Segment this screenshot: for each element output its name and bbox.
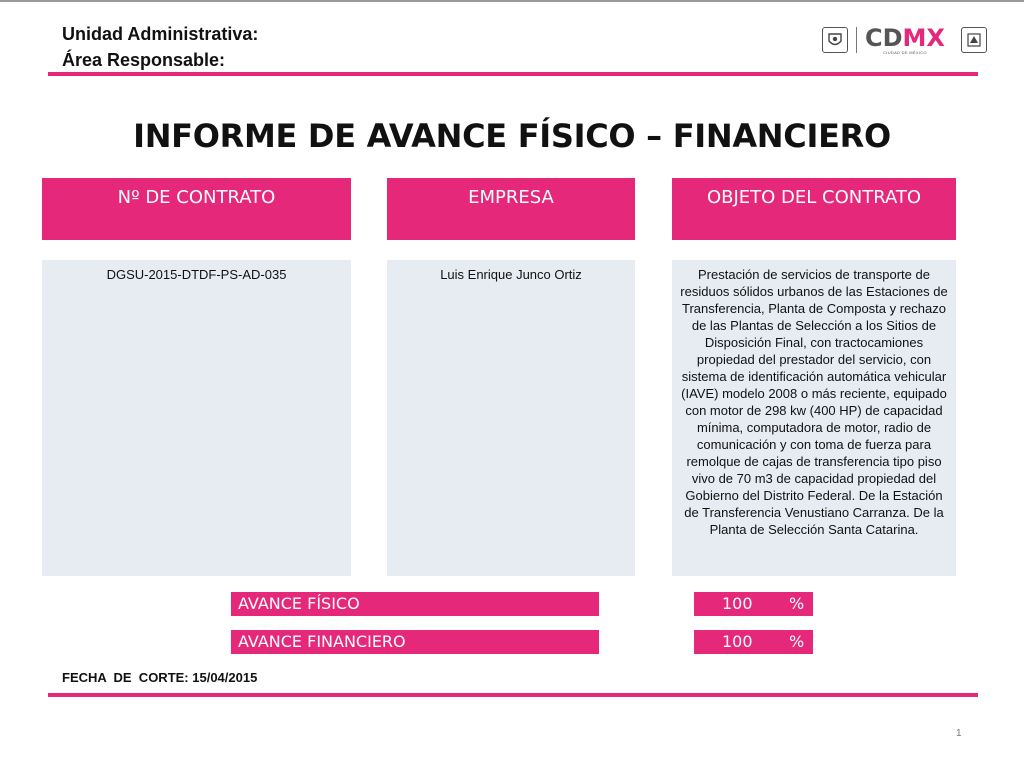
financial-progress-value xyxy=(694,630,813,654)
physical-progress-unit: % xyxy=(789,594,805,613)
coat-of-arms-icon xyxy=(822,27,848,53)
financial-progress-number: 100 xyxy=(722,632,753,651)
company-heading: EMPRESA xyxy=(387,178,635,240)
contract-number-value: DGSU-2015-DTDF-PS-AD-035 xyxy=(42,260,351,576)
cdmx-logo-mx: MX xyxy=(902,23,945,52)
physical-progress-number: 100 xyxy=(722,594,753,613)
page-number: 1 xyxy=(956,728,962,739)
agency-seal-icon xyxy=(961,27,987,53)
cut-date: FECHA DE CORTE: 15/04/2015 xyxy=(62,670,258,685)
logo-divider xyxy=(856,27,857,53)
header-divider xyxy=(48,72,978,76)
company-value: Luis Enrique Junco Ortiz xyxy=(387,260,635,576)
report-title: INFORME DE AVANCE FÍSICO – FINANCIERO xyxy=(133,117,891,155)
financial-progress-label: AVANCE FINANCIERO xyxy=(231,630,599,654)
financial-progress-unit: % xyxy=(789,632,805,651)
unidad-administrativa-label: Unidad Administrativa: xyxy=(62,24,259,44)
top-border xyxy=(0,0,1024,2)
contract-object-value: Prestación de servicios de transporte de residuos sólidos urbanos de las Estaciones de Transferencia, Planta de Composta y rechazo de las Plantas de Selección a los Sitios de Disposición Final, con tractocamiones propiedad del prestador del servicio, con sistema de identificación automática vehicular (IAVE) modelo 2008 o más reciente, equipado con motor de 298 kw (400 HP) de capacidad mínima, computadora de motor, radio de comunicación y con toma de fuerza para remolque de cajas de transferencia tipo piso vivo de 70 m3 de capacidad propiedad del Gobierno del Distrito Federal. De la Estación de Transferencia Venustiano Carranza. De la Planta de Selección Santa Catarina. xyxy=(672,260,956,576)
area-responsable-label: Área Responsable: xyxy=(62,50,226,70)
physical-progress-label: AVANCE FÍSICO xyxy=(231,592,599,616)
contract-object-heading: OBJETO DEL CONTRATO xyxy=(672,178,956,240)
logo-group xyxy=(822,23,987,55)
footer-divider xyxy=(48,693,978,697)
cdmx-logo xyxy=(865,23,945,55)
contract-number-heading: Nº DE CONTRATO xyxy=(42,178,351,240)
cdmx-logo-sub: CIUDAD DE MÉXICO xyxy=(883,49,927,55)
cdmx-logo-cd: CD xyxy=(865,23,903,52)
physical-progress-value xyxy=(694,592,813,616)
